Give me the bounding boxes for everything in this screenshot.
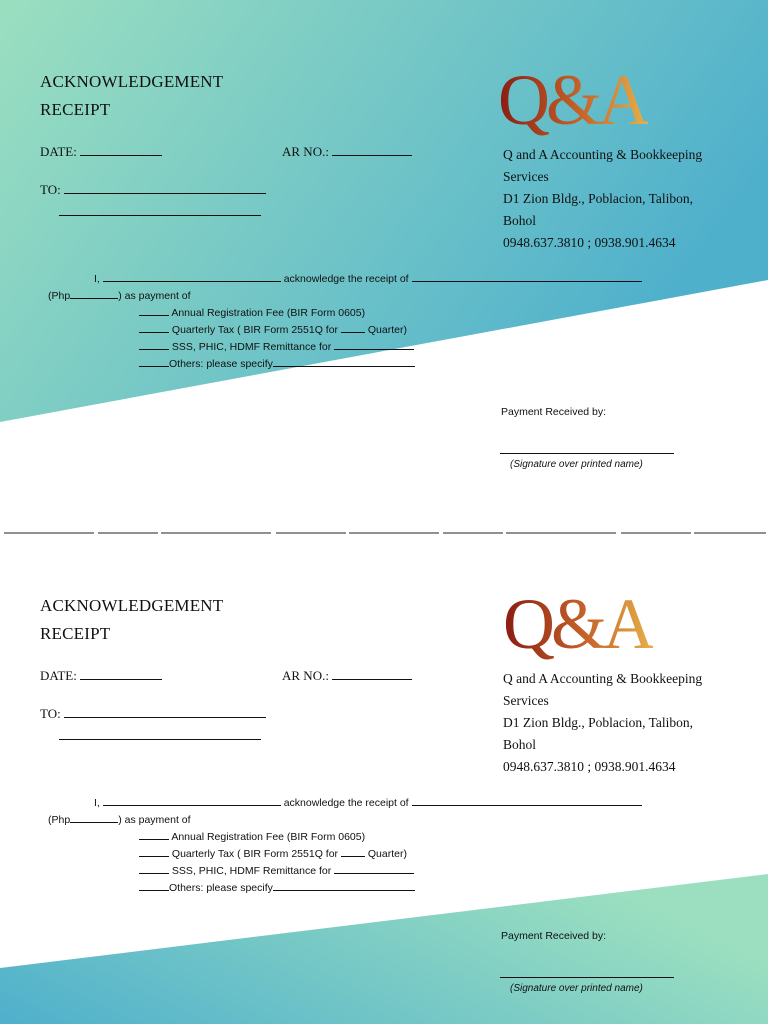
receipt-title: ACKNOWLEDGEMENT RECEIPT <box>40 72 224 119</box>
company-info <box>503 144 702 254</box>
others-blank[interactable] <box>273 879 415 891</box>
date-blank[interactable] <box>80 668 162 680</box>
amount-words-blank[interactable] <box>412 794 642 806</box>
option-others: Others: please specify <box>139 879 415 894</box>
quarter-blank[interactable] <box>341 845 365 857</box>
php-amount-blank[interactable] <box>70 811 118 823</box>
payment-received-label: Payment Received by: <box>501 406 607 418</box>
signature-caption: (Signature over printed name) <box>510 459 643 470</box>
date-field[interactable]: DATE: <box>40 668 162 684</box>
option-quarterly-tax: Quarterly Tax ( BIR Form 2551Q for Quarter) <box>139 321 407 336</box>
option-remittance: SSS, PHIC, HDMF Remittance for <box>139 862 414 877</box>
company-phones: 0948.637.3810 ; 0938.901.4634 <box>503 759 676 774</box>
company-address: D1 Zion Bldg., Poblacion, Talibon, <box>503 715 694 730</box>
acknowledge-line: I, acknowledge the receipt of <box>94 794 642 809</box>
amount-words-blank[interactable] <box>412 270 642 282</box>
option-check-blank[interactable] <box>139 338 169 350</box>
to-field[interactable]: TO: <box>40 182 266 198</box>
option-check-blank[interactable] <box>139 321 169 333</box>
to-blank-1[interactable] <box>64 706 266 718</box>
ar-number-blank[interactable] <box>332 144 412 156</box>
quarter-blank[interactable] <box>341 321 365 333</box>
option-check-blank[interactable] <box>139 828 169 840</box>
logo-text: Q&A <box>503 584 651 664</box>
company-address: D1 Zion Bldg., Poblacion, Talibon, <box>503 191 694 206</box>
company-logo <box>503 582 653 664</box>
payment-received-label: Payment Received by: <box>501 930 607 942</box>
date-blank[interactable] <box>80 144 162 156</box>
option-check-blank[interactable] <box>139 862 169 874</box>
payer-name-blank[interactable] <box>103 794 281 806</box>
signature-caption: (Signature over printed name) <box>510 983 643 994</box>
receipt-top <box>0 0 768 512</box>
company-logo <box>498 58 648 140</box>
option-check-blank[interactable] <box>139 879 169 891</box>
option-quarterly-tax: Quarterly Tax ( BIR Form 2551Q for Quarter) <box>139 845 407 860</box>
to-field-line-2[interactable] <box>59 728 261 744</box>
company-name-cont: Services <box>503 693 549 708</box>
company-name-cont: Services <box>503 169 549 184</box>
ar-number-field[interactable]: AR NO.: <box>282 144 412 160</box>
option-check-blank[interactable] <box>139 845 169 857</box>
payer-name-blank[interactable] <box>103 270 281 282</box>
company-phones: 0948.637.3810 ; 0938.901.4634 <box>503 235 676 250</box>
option-check-blank[interactable] <box>139 304 169 316</box>
receipt-title: ACKNOWLEDGEMENT RECEIPT <box>40 596 224 643</box>
signature-line[interactable] <box>500 453 674 454</box>
option-check-blank[interactable] <box>139 355 169 367</box>
receipt-bottom <box>0 524 768 1036</box>
to-blank-2[interactable] <box>59 728 261 740</box>
php-amount-line: (Php ) as payment of <box>48 287 191 302</box>
remittance-blank[interactable] <box>334 862 414 874</box>
option-annual-registration: Annual Registration Fee (BIR Form 0605) <box>139 828 365 843</box>
others-blank[interactable] <box>273 355 415 367</box>
company-name: Q and A Accounting & Bookkeeping <box>503 671 703 686</box>
php-amount-blank[interactable] <box>70 287 118 299</box>
option-others: Others: please specify <box>139 355 415 370</box>
option-remittance: SSS, PHIC, HDMF Remittance for <box>139 338 414 353</box>
to-blank-2[interactable] <box>59 204 261 216</box>
signature-line[interactable] <box>500 977 674 978</box>
to-blank-1[interactable] <box>64 182 266 194</box>
acknowledge-line: I, acknowledge the receipt of <box>94 270 642 285</box>
logo-text: Q&A <box>498 60 646 140</box>
to-field-line-2[interactable] <box>59 204 261 220</box>
company-info <box>503 668 702 778</box>
company-address-cont: Bohol <box>503 213 537 228</box>
date-field[interactable]: DATE: <box>40 144 162 160</box>
ar-number-field[interactable]: AR NO.: <box>282 668 412 684</box>
ar-number-blank[interactable] <box>332 668 412 680</box>
remittance-blank[interactable] <box>334 338 414 350</box>
company-address-cont: Bohol <box>503 737 537 752</box>
php-amount-line: (Php ) as payment of <box>48 811 191 826</box>
company-name: Q and A Accounting & Bookkeeping <box>503 147 703 162</box>
option-annual-registration: Annual Registration Fee (BIR Form 0605) <box>139 304 365 319</box>
to-field[interactable]: TO: <box>40 706 266 722</box>
